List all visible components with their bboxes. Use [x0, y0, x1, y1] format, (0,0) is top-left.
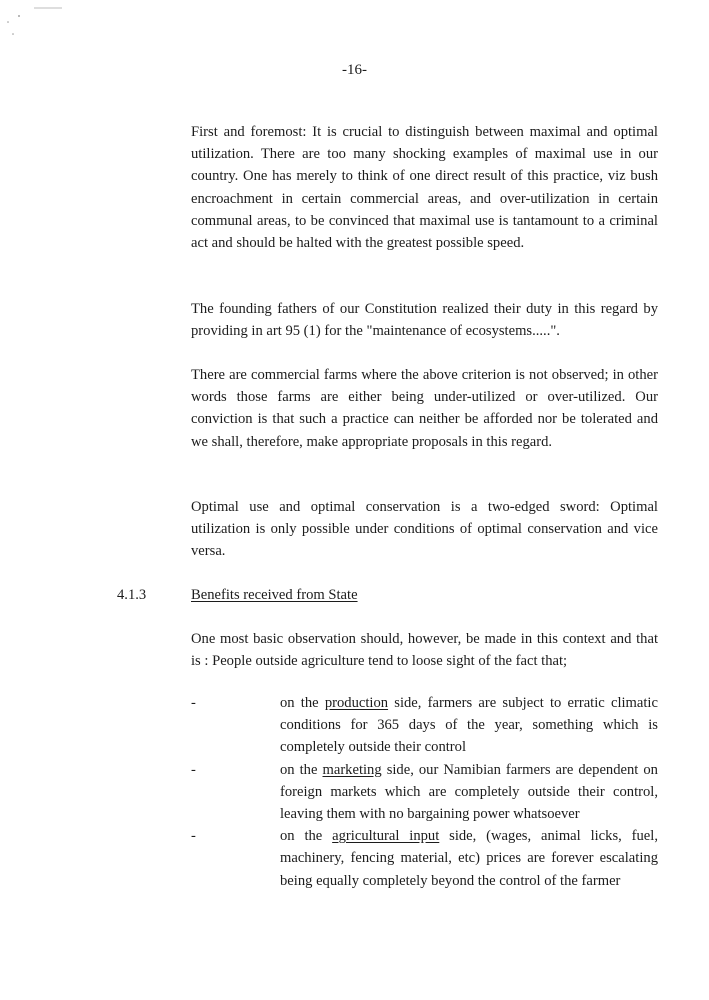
paragraph-commercial-farms: There are commercial farms where the above criterion is not observed; in other words those farms are either being under-utilized or over-utilized. Our conviction is that such a practice can neither be afforded nor be tolerated and we shall, therefore, make appropriate proposals in this regard.: [191, 367, 658, 450]
bullet-list: [0, 692, 709, 892]
page-number: -16-: [342, 62, 367, 78]
bullet-text: [280, 825, 658, 892]
bullet-rest: side, farmers are subject to erratic climatic conditions for 365 days of the year, something which is completely outside their control: [280, 695, 658, 756]
paragraph-two-edged-sword: Optimal use and optimal conservation is a two-edged sword: Optimal utilization is only possible under conditions of optimal conservation and vice versa.: [191, 499, 658, 560]
paragraph-maximal-vs-optimal: First and foremost: It is crucial to distinguish between maximal and optimal utilization. There are too many shocking examples of maximal use in our country. One has merely to think of one direct result of this practice, viz bush encroachment in certain commercial areas, and over-utilization in certain communal areas, to be convinced that maximal use is tantamount to a criminal act and should be halted with the greatest possible speed.: [191, 124, 658, 252]
bullet-prefix: on the: [280, 695, 319, 711]
bullet-prefix: on the: [280, 761, 318, 778]
bullet-text: [280, 759, 658, 826]
bullet-text: [280, 692, 658, 759]
bullet-dash: -: [191, 828, 196, 845]
list-item-agricultural-input: [0, 825, 709, 892]
bullet-rest: side, (wages, animal licks, fuel, machinery, fencing material, etc) prices are forever escalating being equally completely beyond the control of the farmer: [280, 828, 658, 889]
bullet-dash: -: [191, 695, 196, 711]
bullet-keyword: agricultural input: [332, 828, 440, 845]
paragraph-constitution: The founding fathers of our Constitution realized their duty in this regard by providing in art 95 (1) for the "maintenance of ecosystems.....".: [191, 301, 658, 340]
scan-specks: [4, 6, 64, 46]
list-item-production: [0, 692, 709, 759]
list-item-marketing: [0, 759, 709, 826]
section-title: Benefits received from State: [191, 587, 358, 603]
bullet-prefix: on the: [280, 828, 323, 845]
section-number: 4.1.3: [117, 587, 147, 603]
bullet-dash: -: [191, 761, 196, 778]
bullet-keyword: production: [324, 695, 389, 711]
bullet-keyword: marketing: [322, 761, 382, 778]
bullet-rest: side, our Namibian farmers are dependent on foreign markets which are completely outside their control, leaving them with no bargaining power whatsoever: [280, 761, 658, 823]
section-intro-paragraph: One most basic observation should, however, be made in this context and that is : People outside agriculture tend to loose sight of the fact that;: [191, 631, 658, 670]
